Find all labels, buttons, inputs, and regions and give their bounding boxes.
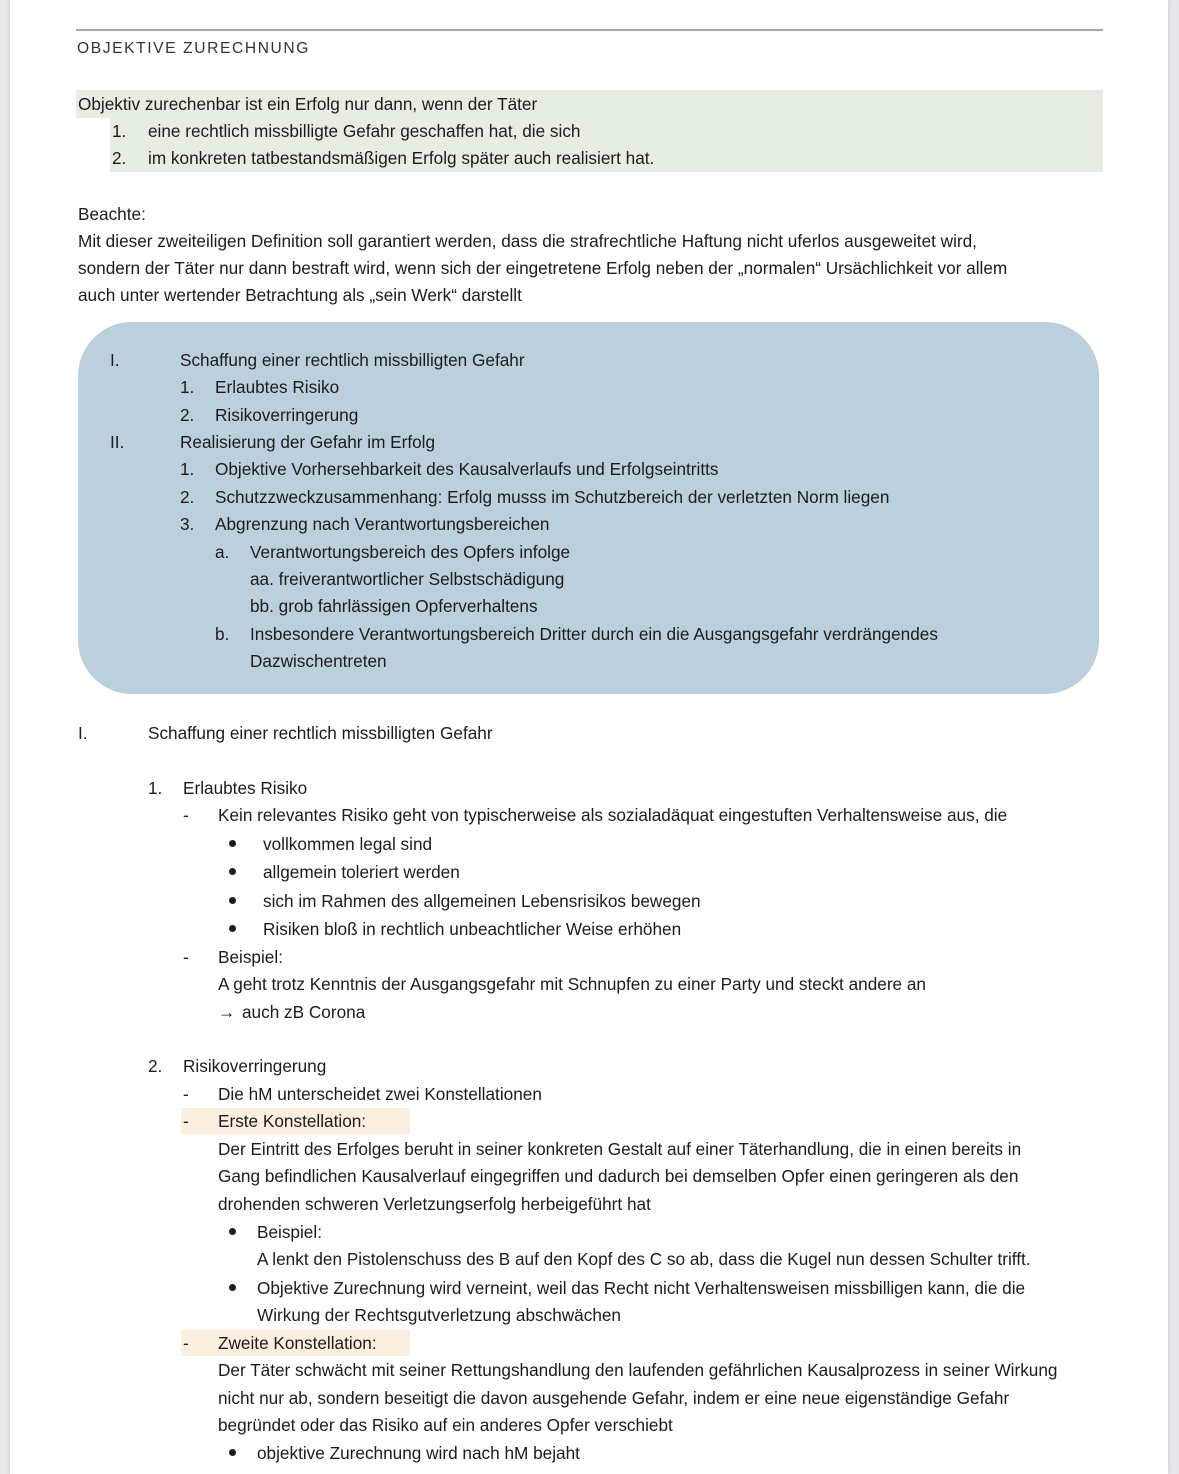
subsection-num: 2. <box>148 1056 163 1076</box>
section-num: I. <box>78 723 88 743</box>
bullet-icon <box>229 1284 236 1291</box>
document-page <box>10 0 1168 1474</box>
outline-num: a. <box>215 542 230 562</box>
outline-item: Abgrenzung nach Verantwortungsbereichen <box>215 514 550 534</box>
outline-section-title: Schaffung einer rechtlich missbilligten Gefahr <box>180 350 525 370</box>
example-text: A lenkt den Pistolenschuss des B auf den Kopf des C so ab, dass die Kugel nun dessen Schulter trifft. <box>257 1249 1031 1269</box>
outline-subitem: Dazwischentreten <box>250 651 387 671</box>
example-label: Beispiel: <box>218 947 283 967</box>
list-item: sich im Rahmen des allgemeinen Lebensrisikos bewegen <box>263 891 701 911</box>
header-rule <box>76 29 1103 31</box>
paragraph: nicht nur ab, sondern beseitigt die davon ausgehende Gefahr, indem er eine neue eigenständige Gefahr <box>218 1388 1010 1408</box>
constellation-label: Erste Konstellation: <box>218 1111 367 1131</box>
outline-num: II. <box>110 432 125 452</box>
note-line: auch unter wertender Betrachtung als „sein Werk“ darstellt <box>78 285 522 305</box>
bullet-icon <box>229 868 236 875</box>
outline-num: 2. <box>180 487 195 507</box>
paragraph: Kein relevantes Risiko geht von typischerweise als sozialadäquat eingestuften Verhaltensweise aus, die <box>218 805 1008 825</box>
list-item: vollkommen legal sind <box>263 834 433 854</box>
example-text: A geht trotz Kenntnis der Ausgangsgefahr mit Schnupfen zu einer Party und steckt andere an <box>218 974 926 994</box>
dash-marker: - <box>183 805 189 825</box>
paragraph: Der Eintritt des Erfolges beruht in seiner konkreten Gestalt auf einer Täterhandlung, die in einen bereits in <box>218 1139 1022 1159</box>
arrow-right-icon: → <box>218 1002 236 1022</box>
list-item: objektive Zurechnung wird nach hM bejaht <box>257 1443 580 1463</box>
dash-marker: - <box>183 1084 189 1104</box>
outline-item: Risikoverringerung <box>215 405 359 425</box>
subsection-title: Risikoverringerung <box>183 1056 327 1076</box>
definition-intro: Objektiv zurechenbar ist ein Erfolg nur dann, wenn der Täter <box>78 94 538 114</box>
list-item: allgemein toleriert werden <box>263 862 460 882</box>
definition-item: eine rechtlich missbilligte Gefahr geschaffen hat, die sich <box>148 121 581 141</box>
outline-num: 3. <box>180 514 195 534</box>
definition-item-num: 1. <box>112 121 127 141</box>
note-label: Beachte: <box>78 204 146 224</box>
dash-marker: - <box>183 1333 189 1353</box>
list-item: Wirkung der Rechtsgutverletzung abschwächen <box>257 1305 621 1325</box>
list-item: Objektive Zurechnung wird verneint, weil das Recht nicht Verhaltensweisen missbilligen kann, die die <box>257 1278 1026 1298</box>
outline-num: b. <box>215 624 230 644</box>
bullet-icon <box>229 1449 236 1456</box>
note-line: Mit dieser zweiteiligen Definition soll garantiert werden, dass die strafrechtliche Haftung nicht uferlos ausgeweitet wird, <box>78 231 977 251</box>
definition-item: im konkreten tatbestandsmäßigen Erfolg später auch realisiert hat. <box>148 148 655 168</box>
dash-marker: - <box>183 947 189 967</box>
outline-section-title: Realisierung der Gefahr im Erfolg <box>180 432 436 452</box>
paragraph: Die hM unterscheidet zwei Konstellationen <box>218 1084 542 1104</box>
dash-marker: - <box>183 1111 189 1131</box>
outline-subitem: Insbesondere Verantwortungsbereich Dritter durch ein die Ausgangsgefahr verdrängendes <box>250 624 938 644</box>
bullet-icon <box>229 897 236 904</box>
list-item: Risiken bloß in rechtlich unbeachtlicher Weise erhöhen <box>263 919 682 939</box>
subsection-title: Erlaubtes Risiko <box>183 778 308 798</box>
outline-subitem: Verantwortungsbereich des Opfers infolge <box>250 542 571 562</box>
page-title: OBJEKTIVE ZURECHNUNG <box>77 40 311 57</box>
outline-subsubitem: aa. freiverantwortlicher Selbstschädigung <box>250 569 565 589</box>
outline-num: 2. <box>180 405 195 425</box>
outline-subsubitem: bb. grob fahrlässigen Opferverhaltens <box>250 596 538 616</box>
outline-item: Erlaubtes Risiko <box>215 377 340 397</box>
note-line: sondern der Täter nur dann bestraft wird, wenn sich der eingetretene Erfolg neben der „normalen“ Ursächlichkeit vor allem <box>78 258 1008 278</box>
bullet-icon <box>229 1228 236 1235</box>
paragraph: Der Täter schwächt mit seiner Rettungshandlung den laufenden gefährlichen Kausalprozess in seiner Wirkung <box>218 1360 1058 1380</box>
paragraph: drohenden schweren Verletzungserfolg herbeigeführt hat <box>218 1194 651 1214</box>
outline-item: Schutzzweckzusammenhang: Erfolg musss im Schutzbereich der verletzten Norm liegen <box>215 487 890 507</box>
constellation-label: Zweite Konstellation: <box>218 1333 377 1353</box>
definition-item-num: 2. <box>112 148 127 168</box>
subsection-num: 1. <box>148 778 163 798</box>
paragraph: begründet oder das Risiko auf ein anderes Opfer verschiebt <box>218 1415 673 1435</box>
bullet-icon <box>229 840 236 847</box>
outline-item: Objektive Vorhersehbarkeit des Kausalverlaufs und Erfolgseintritts <box>215 459 719 479</box>
section-title: Schaffung einer rechtlich missbilligten Gefahr <box>148 723 493 743</box>
outline-num: 1. <box>180 377 195 397</box>
paragraph: Gang befindlichen Kausalverlauf eingegriffen und dadurch bei demselben Opfer einen geringeren als den <box>218 1166 1019 1186</box>
example-label: Beispiel: <box>257 1222 322 1242</box>
outline-num: I. <box>110 350 120 370</box>
arrow-note: auch zB Corona <box>242 1002 366 1022</box>
bullet-icon <box>229 925 236 932</box>
outline-num: 1. <box>180 459 195 479</box>
